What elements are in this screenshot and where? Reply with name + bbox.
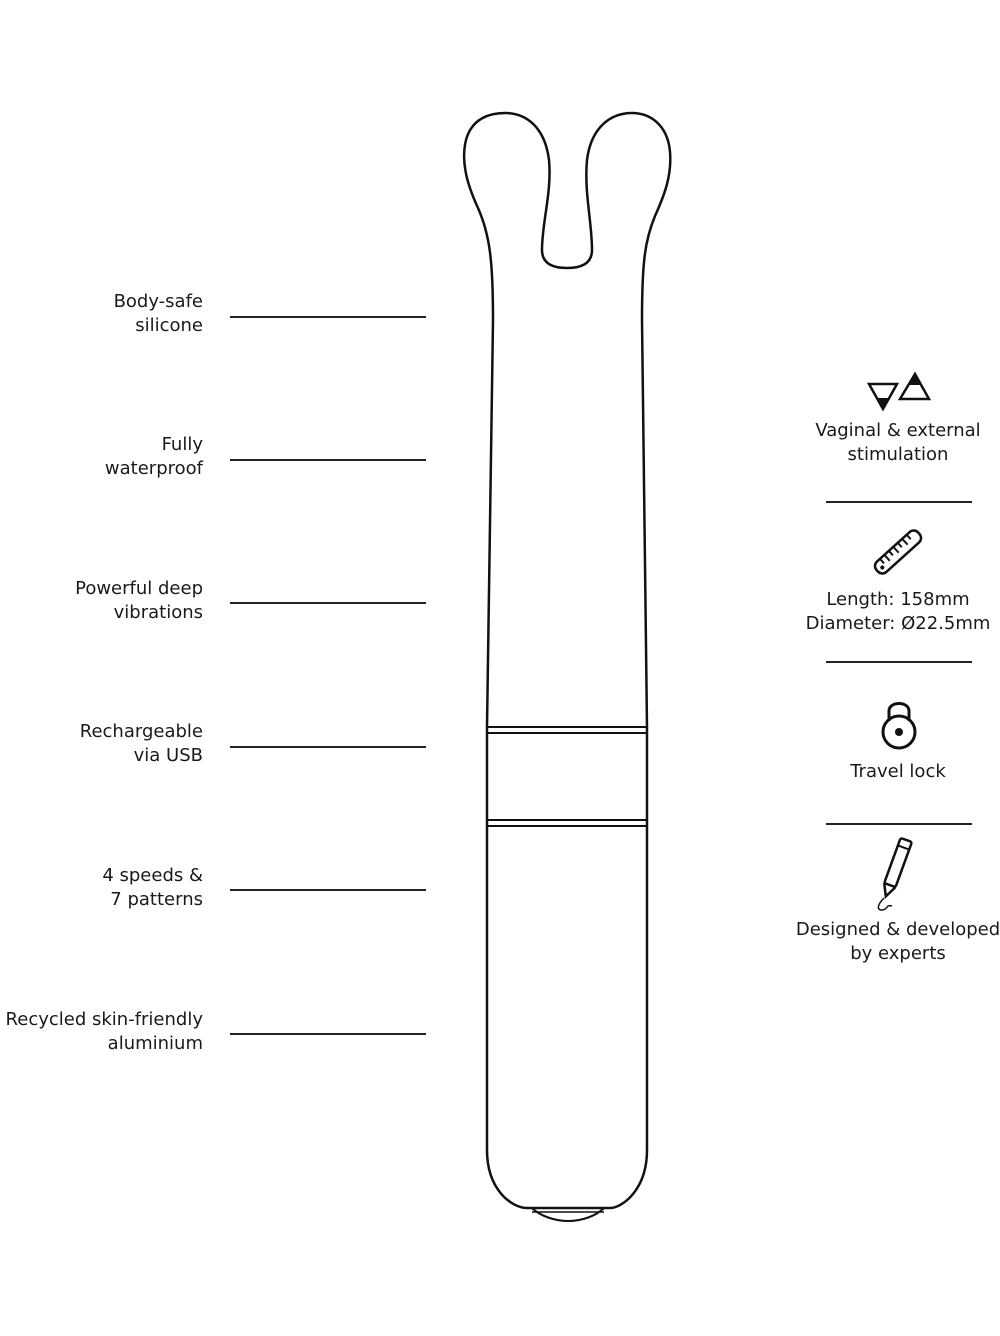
separator	[826, 823, 972, 825]
spec-label: Diameter: Ø22.5mm	[805, 613, 991, 634]
leader-line	[230, 602, 426, 604]
feature-label: Fully	[161, 434, 203, 455]
padlock-icon	[879, 697, 919, 751]
feature-label: Rechargeable	[79, 721, 203, 742]
feature-waterproof	[0, 433, 203, 481]
feature-label: Powerful deep	[75, 578, 203, 599]
feature-label: vibrations	[113, 602, 203, 623]
spec-label: Travel lock	[850, 761, 946, 782]
spec-dimensions	[795, 588, 1000, 636]
leader-line	[230, 316, 426, 318]
feature-vibrations	[0, 577, 203, 625]
feature-label: Recycled skin-friendly	[5, 1009, 203, 1030]
separator	[826, 661, 972, 663]
separator	[826, 501, 972, 503]
spec-designed	[795, 918, 1000, 966]
spec-label: Designed & developed	[795, 919, 1000, 940]
feature-label: 7 patterns	[110, 889, 203, 910]
spec-label: by experts	[850, 943, 946, 964]
ruler-icon	[868, 523, 928, 581]
product-body	[464, 113, 670, 1208]
spec-label: Length: 158mm	[826, 589, 970, 610]
feature-label: Body-safe	[113, 291, 203, 312]
feature-label: 4 speeds &	[102, 865, 203, 886]
end-cap	[532, 1208, 604, 1221]
feature-aluminium	[0, 1008, 203, 1056]
leader-line	[230, 889, 426, 891]
feature-body-safe	[0, 290, 203, 338]
leader-line	[230, 746, 426, 748]
spec-label: Vaginal & external	[815, 420, 981, 441]
spec-label: stimulation	[847, 444, 949, 465]
feature-label: silicone	[135, 315, 203, 336]
feature-speeds	[0, 864, 203, 912]
feature-label: aluminium	[107, 1033, 203, 1054]
feature-label: via USB	[133, 745, 203, 766]
leader-line	[230, 459, 426, 461]
feature-label: waterproof	[104, 458, 203, 479]
pen-icon	[870, 836, 920, 916]
spec-travel-lock	[795, 760, 1000, 784]
triangles-icon	[866, 370, 932, 414]
leader-line	[230, 1033, 426, 1035]
spec-stimulation	[795, 419, 1000, 467]
feature-rechargeable	[0, 720, 203, 768]
